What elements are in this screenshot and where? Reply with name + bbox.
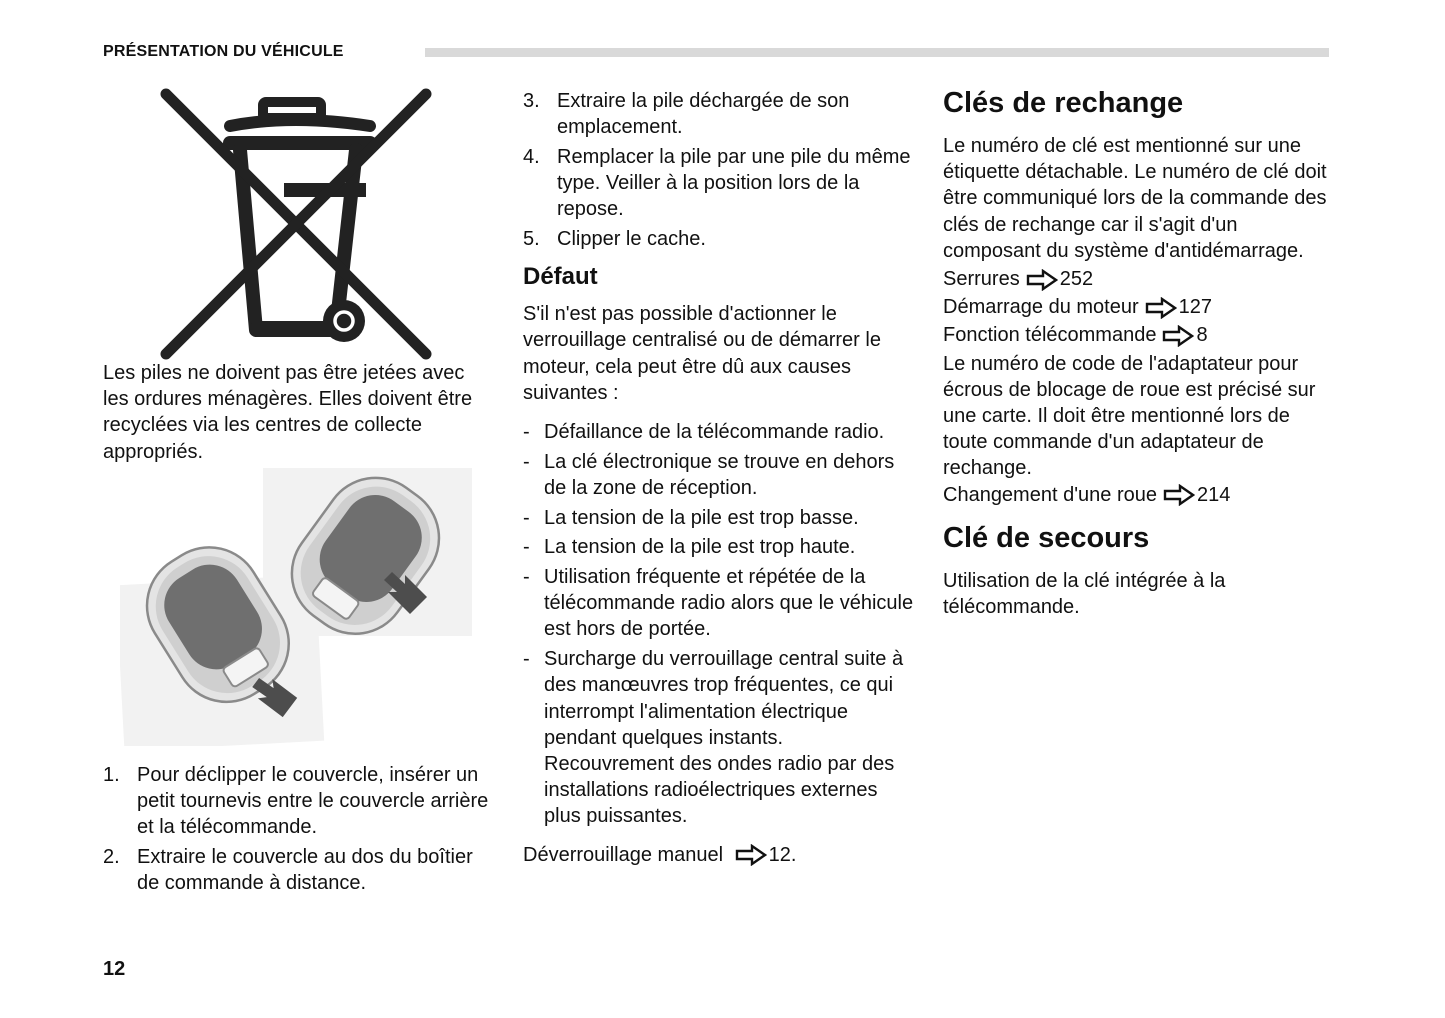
header-rule bbox=[425, 48, 1329, 57]
emergency-key-text: Utilisation de la clé intégrée à la télécommande. bbox=[943, 569, 1226, 619]
spare-keys-text: Le numéro de clé est mentionné sur une étiquette détachable. Le numéro de clé doit être communiqué lors de la commande des clés de rechange car il s'agit d'un composant du système d'antidémarrage. bbox=[943, 135, 1327, 262]
removal-steps-list bbox=[103, 762, 493, 897]
crossed-out-wheelie-bin-icon bbox=[160, 88, 435, 363]
emergency-key-heading: Clé de secours bbox=[943, 521, 1150, 554]
list-item: - Surcharge du verrouillage central suite à des manœuvres trop fréquentes, ce qui interrompt l'alimentation électrique pendant quelques instants. Recouvrement des ondes radio par des installations radioélectriques externes plus puissantes. bbox=[523, 648, 904, 828]
page-reference-arrow-icon bbox=[1163, 484, 1195, 506]
page-reference-arrow-icon bbox=[1162, 325, 1194, 347]
spare-keys-heading: Clés de rechange bbox=[943, 87, 1184, 119]
list-item: 1. Pour déclipper le couvercle, insérer un petit tournevis entre le couvercle arrière et la télécommande. bbox=[103, 764, 489, 839]
replacement-steps-list bbox=[523, 88, 918, 252]
list-item: 5. Clipper le cache. bbox=[523, 228, 706, 251]
list-item: - La tension de la pile est trop haute. bbox=[523, 536, 856, 559]
ref-locks[interactable]: Serrures 252 bbox=[943, 268, 1094, 291]
defaut-intro: S'il n'est pas possible d'actionner le verrouillage centralisé ou de démarrer le moteur, cela peut être dû aux causes suivantes : bbox=[523, 303, 881, 404]
manual-unlock-ref[interactable]: Déverrouillage manuel 12. bbox=[523, 843, 797, 866]
defaut-heading: Défaut bbox=[523, 263, 598, 291]
list-item: - Défaillance de la télécommande radio. bbox=[523, 421, 885, 444]
ref-wheel-change[interactable]: Changement d'une roue 214 bbox=[943, 483, 1231, 506]
page-reference-arrow-icon bbox=[1145, 297, 1177, 319]
list-item: 3. Extraire la pile déchargée de son emplacement. bbox=[523, 90, 850, 139]
page-reference-arrow-icon bbox=[735, 844, 767, 866]
page-reference-arrow-icon bbox=[1026, 269, 1058, 291]
section-header-title: PRÉSENTATION DU VÉHICULE bbox=[103, 43, 344, 60]
causes-list bbox=[523, 419, 918, 830]
list-item: - La clé électronique se trouve en dehors de la zone de réception. bbox=[523, 450, 895, 499]
ref-remote-function[interactable]: Fonction télécommande 8 bbox=[943, 324, 1208, 347]
battery-disposal-text: Les piles ne doivent pas être jetées avec les ordures ménagères. Elles doivent être recyclées via les centres de collecte appropriés. bbox=[103, 362, 473, 463]
list-item: 2. Extraire le couvercle au dos du boîtier de commande à distance. bbox=[103, 846, 473, 895]
page-number: 12 bbox=[103, 958, 126, 980]
list-item: - La tension de la pile est trop basse. bbox=[523, 506, 859, 529]
ref-engine-start[interactable]: Démarrage du moteur 127 bbox=[943, 296, 1213, 319]
adapter-text: Le numéro de code de l'adaptateur pour écrous de blocage de roue est précisé sur une carte. Il doit être mentionné lors de toute commande d'un adaptateur de rechange. bbox=[943, 352, 1316, 480]
key-fob-battery-cover-illustration bbox=[120, 468, 472, 746]
list-item: 4. Remplacer la pile par une pile du même type. Veiller à la position lors de la repose. bbox=[523, 145, 911, 221]
list-item: - Utilisation fréquente et répétée de la télécommande radio alors que le véhicule est hors de portée. bbox=[523, 566, 914, 641]
